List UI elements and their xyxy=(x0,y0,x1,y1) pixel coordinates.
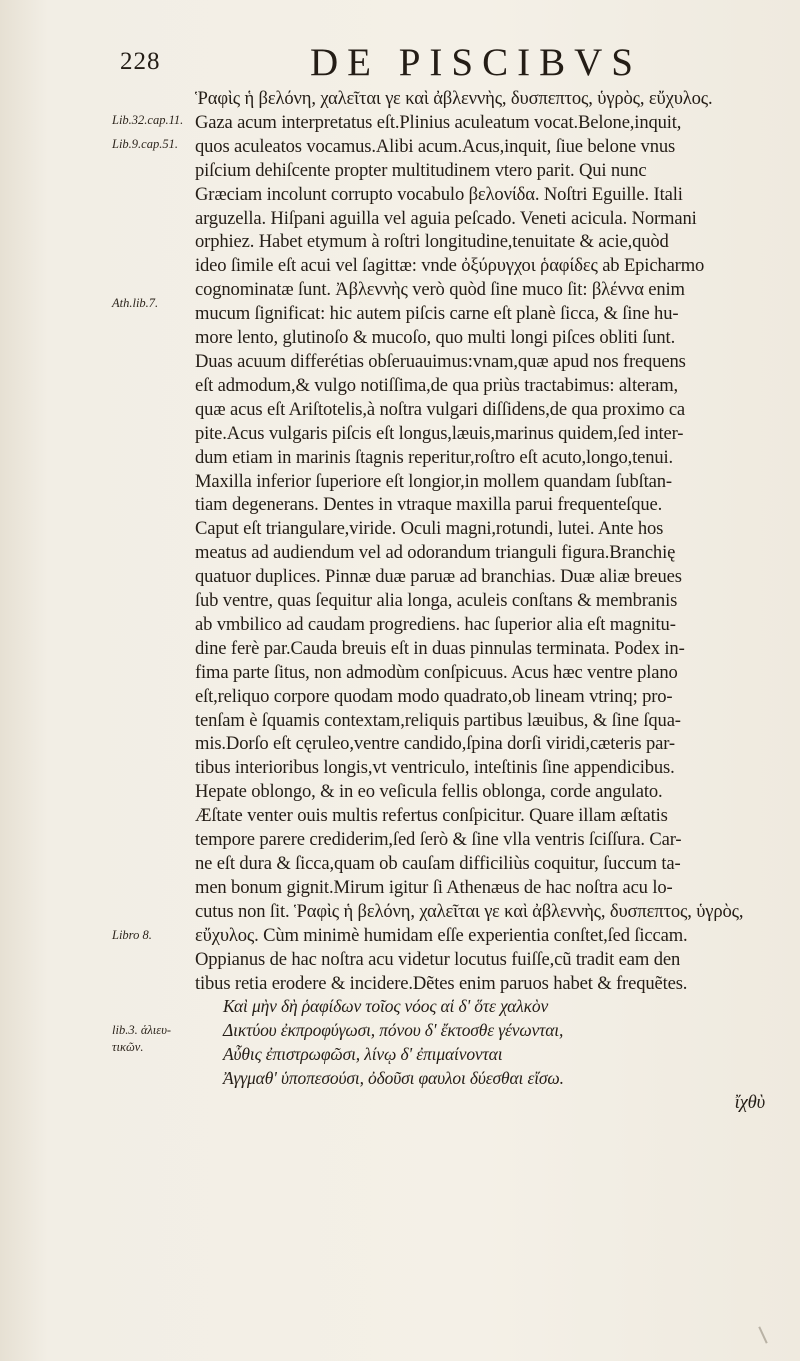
ink-mark xyxy=(758,1326,767,1343)
text-line: dine ferè par.Cauda breuis eſt in duas pinnulas terminata. Podex in- xyxy=(195,637,685,659)
text-line: mucum ſignificat: hic autem piſcis carne eſt planè ſicca, & ſine hu- xyxy=(195,303,679,325)
margin-note: Libro 8. xyxy=(112,928,152,942)
text-line: orphiez. Habet etymum à roſtri longitudine,tenuitate & acie,quòd xyxy=(195,231,669,253)
text-line: tenſam è ſquamis contextam,reliquis partibus læuibus, & ſine ſqua- xyxy=(195,709,681,731)
text-line: tibus interioribus longis,vt ventriculo, inteſtinis ſine appendicibus. xyxy=(195,757,675,779)
text-line: ſub ventre, quas ſequitur alia longa, aculeis conſtans & membranis xyxy=(195,590,678,612)
margin-note: Ath.lib.7. xyxy=(112,296,159,310)
text-line: meatus ad audiendum vel ad odorandum trianguli figura.Branchię xyxy=(195,542,676,564)
page-header xyxy=(0,40,800,90)
text-line: Maxilla inferior ſuperiore eſt longior,in mollem quandam ſubſtan- xyxy=(195,470,672,492)
text-line: tempore parere crediderim,ſed ſerò & ſine vlla ventris ſciſſura. Car- xyxy=(195,829,682,851)
verse-line: Δικτύου ἐκπροφύγωσι, πόνου δ' ἔκτοσθε γένωνται, xyxy=(223,1020,564,1041)
text-line: Oppianus de hac noſtra acu videtur locutus fuiſſe,cũ tradit eam den xyxy=(195,948,681,970)
text-line: Ῥαφὶς ἡ βελόνη, χαλεῖται γε καὶ ἀβλεννὴς, δυσπεπτος, ὑγρὸς, εὔχυλος. xyxy=(195,88,713,109)
verse-line: Αὖθις ἐπιστρωφῶσι, λίνῳ δ' ἐπιμαίνονται xyxy=(223,1044,503,1065)
text-line: Duas acuum differétias obſeruauimus:vnam,quæ apud nos frequens xyxy=(195,350,686,372)
text-line: tibus retia erodere & incidere.Dẽtes enim paruos habet & frequẽtes. xyxy=(195,972,688,994)
text-line: fima parte ſitus, non admodùm conſpicuus. Acus hæc ventre plano xyxy=(195,661,678,683)
text-line: Æſtate venter ouis multis refertus conſpicitur. Quare illam æſtatis xyxy=(195,805,668,827)
text-line: tiam degenerans. Dentes in vtraque maxilla parui frequenteſque. xyxy=(195,494,663,516)
text-line: piſcium dehiſcente propter multitudinem vtero parit. Qui nunc xyxy=(195,159,647,181)
text-line: more lento, glutinoſo & mucoſo, quo multi longi piſces obliti ſunt. xyxy=(195,327,676,349)
text-line: men bonum gignit.Mirum igitur ſi Athenæus de hac noſtra acu lo- xyxy=(195,876,673,898)
text-line: quatuor duplices. Pinnæ duæ paruæ ad branchias. Duæ aliæ breues xyxy=(195,566,682,588)
margin-note: τικῶν. xyxy=(112,1040,144,1054)
text-line: pite.Acus vulgaris piſcis eſt longus,læuis,marinus quidem,ſed inter- xyxy=(195,422,684,444)
verse-line: Ἀγγμαθ' ὑποπεσούσι, ὀδοῦσι φαυλοι δύεσθαι εἴσω. xyxy=(223,1068,564,1089)
margin-note: Lib.32.cap.11. xyxy=(112,113,184,127)
text-line: Gaza acum interpretatus eſt.Plinius aculeatum vocat.Belone,inquit, xyxy=(195,111,682,133)
text-line: eſt admodum,& vulgo notiſſima,de qua priùs tractabimus: alteram, xyxy=(195,374,679,396)
text-line: ne eſt dura & ſicca,quam ob cauſam difficiliùs coquitur, ſuccum ta- xyxy=(195,853,681,874)
text-line: ab vmbilico ad caudam progrediens. hac ſuperior alia eſt magnitu- xyxy=(195,613,676,635)
text-line: quos aculeatos vocamus.Alibi acum.Acus,inquit, ſiue belone vnus xyxy=(195,135,676,157)
text-line: ideo ſimile eſt acui vel ſagittæ: vnde ὀξύρυγχοι ῥαφίδες ab Epicharmo xyxy=(195,255,705,277)
text-line: cognominatæ ſunt. Ἀβλεννὴς verò quòd ſine muco ſit: βλέννα enim xyxy=(195,279,685,301)
text-line: εὔχυλος. Cùm minimè humidam eſſe experientia conſtet,ſed ſiccam. xyxy=(195,924,688,946)
running-title: DE PISCIBVS xyxy=(310,41,642,84)
text-line: arguzella. Hiſpani aguilla vel aguia peſcado. Veneti acicula. Normani xyxy=(195,207,697,229)
body-text xyxy=(195,87,793,1115)
catchword: ἴχθὺ xyxy=(734,1092,765,1114)
text-line: Hepate oblongo, & in eo veſicula fellis oblonga, corde angulato. xyxy=(195,781,663,803)
text-line: cutus non ſit. Ῥαφὶς ἡ βελόνη, χαλεῖται γε καὶ ἀβλεννὴς, δυσπεπτος, ὑγρὸς, xyxy=(195,900,744,922)
page-number: 228 xyxy=(120,48,161,75)
text-line: quæ acus eſt Ariſtotelis,à noſtra vulgari diſſidens,de qua proximo ca xyxy=(195,398,686,420)
text-line: Caput eſt triangulare,viride. Oculi magni,rotundi, lutei. Ante hos xyxy=(195,518,664,540)
verse-line: Καὶ μὴν δὴ ῥαφίδων τοῖος νόος αἱ δ' ὅτε χαλκὸν xyxy=(223,996,549,1017)
text-line: Græciam incolunt corrupto vocabulo βελονίδα. Noſtri Eguille. Itali xyxy=(195,183,683,205)
margin-note: lib.3. ἁλιευ- xyxy=(112,1023,172,1037)
text-line: mis.Dorſo eſt cęruleo,ventre candido,ſpina dorſi viridi,cæteris par- xyxy=(195,733,675,755)
margin-note: Lib.9.cap.51. xyxy=(112,137,178,151)
text-line: eſt,reliquo corpore quodam modo quadrato,ob lineam vtrinq; pro- xyxy=(195,685,673,707)
text-line: dum etiam in marinis ſtagnis reperitur,roſtro eſt acuto,longo,tenui. xyxy=(195,446,674,468)
